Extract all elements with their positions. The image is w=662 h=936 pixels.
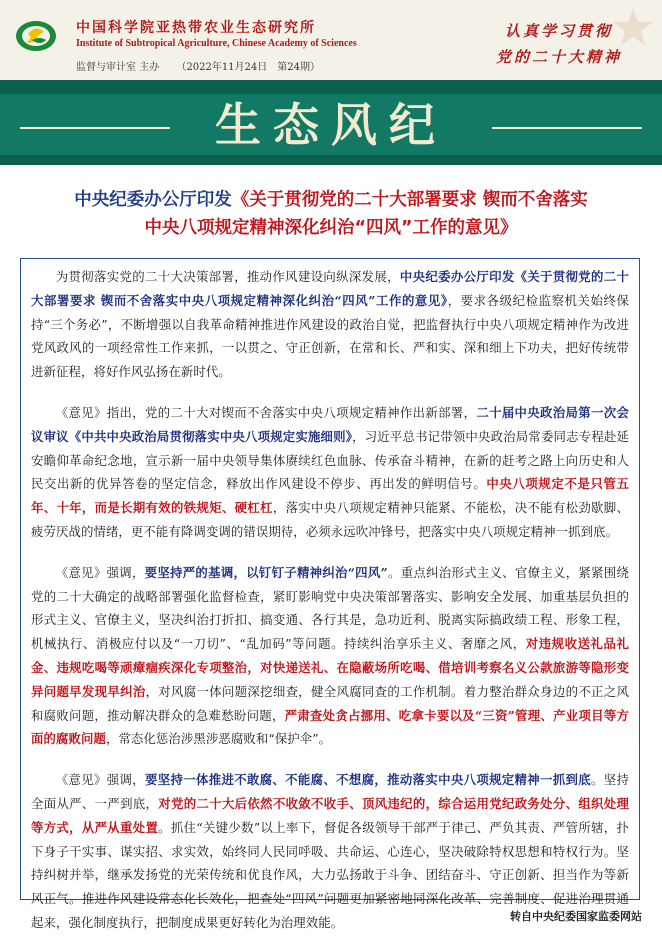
text-run: 《意见》强调， (55, 772, 145, 788)
banner-stripe-bottom (0, 155, 662, 165)
headline-prefix: 中央纪委办公厅印发 (74, 190, 232, 210)
banner-title: 生态风纪 (215, 98, 447, 152)
emphasis-blue: 中央纪委办公厅印发《关于贯彻党的二十大部署要求 锲而不舍落实中央八项规定精神深化纠治“四风”工作的意见》 (31, 269, 629, 308)
text-run: 。抓住“关键少数”以上率下，督促各级领导干部严于律己、严负其责、严管所辖，扑下身子干实事、谋实招、求实效，始终同人民同呼吸、共命运、心连心，坚决破除特权思想和特权行为。坚持纠树并举，继承发扬党的光荣传统和优良作风，大力弘扬敢于斗争、团结奋斗、守正创新、担当作为等新风正气。推进作风建设常态化长效化，把查处“四风”问题更加紧密地同深化改革、完善制度、促进治理贯通起来，强化制度执行，把制度成果更好转化为治理效能。 (31, 819, 630, 930)
institute-logo-icon (14, 14, 62, 54)
headline-line-1 (20, 186, 642, 214)
emphasis-blue: 二十届中央政治局第一次会议审议《中共中央政治局贯彻落实中央八项规定实施细则》 (31, 404, 629, 444)
emphasis-red: 对违规收送礼品礼金、违规吃喝等顽瘴痼疾深化专项整治，对快递送礼、在隐蔽场所吃喝、借培训考察名义公款旅游等隐形变异问题早发现早纠治 (31, 636, 629, 699)
slogan (496, 18, 622, 70)
banner-stripe-top (0, 80, 662, 94)
masthead (0, 0, 662, 80)
text-run: 。重点纠治形式主义、官僚主义，紧紧围绕党的二十大确定的战略部署强化监督检查，紧盯影响党中央决策部署落实、影响安全发展、加重基层负担的形式主义、官僚主义，坚决纠治打折扣、搞变通、各行其是，急功近利、脱离实际搞政绩工程、形象工程，机械执行、消极应付以及“一刀切”、“乱加码”等问题。持续纠治享乐主义、奢靡之风， (31, 564, 629, 652)
paragraph-3 (31, 561, 629, 751)
paragraph-1 (31, 265, 629, 384)
headline-title-part-2: 中央八项规定精神深化纠治“四风”工作的意见》 (144, 218, 518, 238)
headline-title-part-1: 《关于贯彻党的二十大部署要求 锲而不舍落实 (231, 190, 588, 210)
text-run: 为贯彻落实党的二十大决策部署，推动作风建设向纵深发展， (55, 269, 400, 284)
institute-name-cn: 中国科学院亚热带农业生态研究所 (76, 20, 316, 36)
slogan-line-2: 党的二十大精神 (495, 48, 622, 66)
emphasis-blue: 要坚持严的基调，以钉钉子精神纠治“四风” (144, 564, 388, 580)
source-note: 转自中央纪委国家监委网站 (510, 910, 642, 923)
text-run: 《意见》指出，党的二十大对锲而不舍落实中央八项规定精神作出新部署， (55, 404, 477, 420)
slogan-line-1: 认真学习贯彻 (504, 22, 613, 40)
emphasis-red: 严肃查处贪占挪用、吃拿卡要以及“三资”管理、产业项目等方面的腐败问题 (31, 707, 630, 747)
title-banner (0, 80, 662, 165)
institute-name-en: Institute of Subtropical Agriculture, Chinese Academy of Sciences (76, 38, 357, 49)
emphasis-blue: 要坚持一体推进不敢腐、不能腐、不想腐，推动落实中央八项规定精神一抓到底 (145, 772, 592, 788)
emphasis-red: 中央八项规定不是只管五年、十年，而是长期有效的铁规矩、硬杠杠 (31, 476, 629, 516)
issue-info (76, 58, 334, 73)
star-icon (610, 4, 656, 50)
text-run: ，常态化惩治涉黑涉恶腐败和“保护伞”。 (105, 731, 332, 747)
article-headline (20, 186, 642, 242)
emphasis-red: 对党的二十大后依然不收敛不收手、顶风违纪的，综合运用党纪政务处分、组织处理等方式，从严从重处置 (31, 795, 630, 835)
issue-date: （2022年11月24日 第24期） (176, 62, 320, 73)
text-run: ，习近平总书记带领中央政治局常委同志专程赴延安瞻仰革命纪念地，宣示新一届中央领导集体赓续红色血脉、传承奋斗精神，在新的赶考之路上向历史和人民交出新的优异答卷的坚定信念，释放出作风建设不停步、再出发的鲜明信号。 (31, 428, 629, 492)
text-run: 。坚持全面从严、一严到底， (31, 772, 629, 811)
text-run: ，对风腐一体问题深挖细查，健全风腐同查的工作机制。着力整治群众身边的不正之风和腐败问题，推动解决群众的急难愁盼问题， (31, 683, 629, 723)
organizer: 监督与审计室 主办 (76, 62, 160, 73)
text-run: 《意见》强调， (55, 564, 145, 580)
text-run: ，要求各级纪检监察机关始终保持“三个务必”，不断增强以自我革命精神推进作风建设的政治自觉，把监督执行中央八项规定精神作为改进党风政风的一项经常性工作来抓，一以贯之、守正创新，在常和长、严和实、深和细上下功夫，把好传统带进新征程，将好作风弘扬在新时代。 (31, 292, 629, 380)
paragraph-2 (31, 401, 629, 544)
text-run: ，落实中央八项规定精神只能紧、不能松，决不能有松劲歇脚、疲劳厌战的情绪，更不能有降调变调的错误期待，必须永远吹冲锋号，把落实中央八项规定精神一抓到底。 (31, 500, 629, 539)
